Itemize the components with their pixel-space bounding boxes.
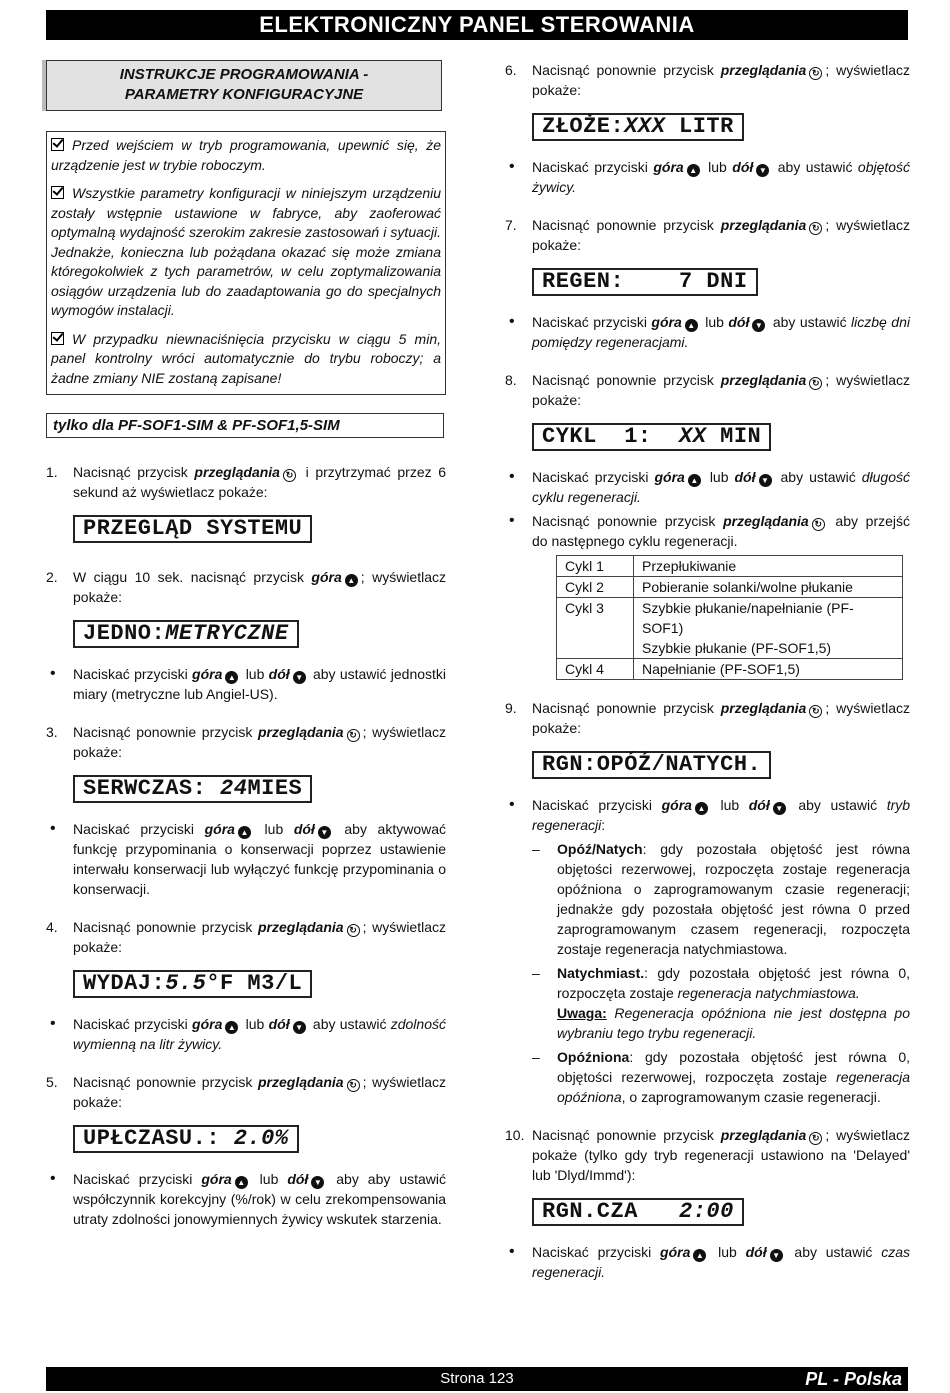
step-8 (505, 370, 910, 457)
text-span: Opóź/Natych (557, 841, 643, 857)
text-span: góra (660, 1244, 691, 1260)
text-span: 2.0% (233, 1126, 289, 1151)
page-number: Strona 123 (440, 1370, 514, 1387)
text-span: 1. (46, 464, 58, 480)
instructions-title-box (46, 60, 442, 111)
down-arrow-button-icon: ▼ (293, 1021, 306, 1034)
text-span: ; wyświetlacz pokaże: (73, 919, 447, 955)
text-span: przeglądania (257, 724, 344, 740)
step-9-bullet: • Naciskać przyciski góra ▲ lub dół ▼ aby ustawić tryb regeneracji: – Opóź/Natych: gdy pozostała objętość jest równa objętości rezerwowej, rozpoczęta zostaje regeneracja opóźniona o zaprogramowanym czasie regeneracji; jednakże gdy pozostała objętość jest równa 0 przed zaprogramowanym czasem regeneracji, rozpoczęta zostaje regeneracja natychmiastowa. – Natychmiast.: gdy pozostała objętość jest równa 0, rozpoczęta zostaje regeneracja natychmiastowa. Uwaga: Regeneracja opóźniona nie jest dostępna po wybraniu tego trybu regeneracji. – Opóźniona: gdy pozostała objętość jest równa 0, objętości rezerwowej, rozpoczęta zostaje regeneracja opóźniona, o zaprogramowanym czasie regeneracji. (505, 795, 910, 1107)
text-span: Cykl 1 (557, 556, 634, 577)
text-span: lub (720, 797, 740, 813)
text-span: liczbę dni pomiędzy regeneracjami. (532, 314, 910, 350)
text-span: Nacisnąć ponownie przycisk (532, 700, 714, 716)
text-span: dół (732, 159, 754, 175)
browse-button-icon: ↻ (347, 924, 360, 937)
text-span: Nacisnąć ponownie przycisk (73, 919, 253, 935)
down-arrow-button-icon: ▼ (773, 802, 786, 815)
up-arrow-button-icon: ▲ (688, 474, 701, 487)
step-10-bullet (505, 1242, 910, 1282)
lcd-display: RGN:OPÓŹ/NATYCH. (532, 751, 771, 779)
browse-button-icon: ↻ (809, 222, 822, 235)
text-span: 24 (220, 776, 248, 801)
text-span: SERWCZAS: (83, 776, 221, 801)
text-span: przeglądania (720, 1127, 807, 1143)
text-span: przeglądania (720, 700, 807, 716)
info-p3 (51, 330, 441, 389)
text-span: Szybkie płukanie (PF-SOF1,5) (642, 640, 832, 656)
info-p2 (51, 184, 441, 321)
text-span: ; wyświetlacz pokaże: (532, 217, 911, 253)
text-span: ; wyświetlacz pokaże: (532, 700, 911, 736)
table-row (557, 577, 903, 598)
text-span: ; wyświetlacz pokaże: (73, 724, 447, 760)
checkbox-icon (51, 186, 64, 199)
text-span: Naciskać przyciski (532, 159, 648, 175)
up-arrow-button-icon: ▲ (695, 802, 708, 815)
table-row (557, 659, 903, 680)
text-span: czas regeneracji. (532, 1244, 911, 1280)
text-span: WYDAJ: (83, 971, 166, 996)
text-span: MIN (706, 424, 762, 449)
text-span: 2. (46, 569, 58, 585)
text-span: ; wyświetlacz pokaże: (73, 569, 447, 605)
text-span: Natychmiast. (557, 965, 645, 981)
up-arrow-button-icon: ▲ (225, 671, 238, 684)
text-span: XXX (624, 114, 666, 139)
instructions-title-line1: INSTRUKCJE PROGRAMOWANIA - (119, 66, 369, 83)
step-9 (505, 698, 910, 785)
step-7 (505, 215, 910, 302)
text-span: aby ustawić (794, 1244, 873, 1260)
text-span: aby przejść do następnego cyklu regeneracji. (532, 513, 911, 549)
text-span: Przepłukiwanie (634, 556, 903, 577)
step-3-bullet (46, 819, 446, 899)
text-span: XX (679, 424, 707, 449)
text-span: Naciskać przyciski (532, 1244, 652, 1260)
step-4 (46, 917, 446, 1004)
option-delayed: – Opóźniona: gdy pozostała objętość jest równa 0, objętości rezerwowej, rozpoczęta zostaje regeneracja opóźniona, o zaprogramowanym czasie regeneracji. (532, 1049, 910, 1105)
text-span: zdolność wymienną na litr żywicy. (73, 1016, 446, 1052)
text-span: Nacisnąć ponownie przycisk (532, 372, 714, 388)
text-span: aby ustawić (312, 1016, 387, 1032)
step-7-bullet (505, 312, 910, 352)
table-row (557, 598, 903, 659)
text-span: aby ustawić (780, 469, 856, 485)
text-span: JEDNO: (83, 621, 166, 646)
text-span: przeglądania (723, 513, 809, 529)
browse-button-icon: ↻ (347, 729, 360, 742)
model-note-box: tylko dla PF-SOF1-SIM & PF-SOF1,5-SIM (46, 413, 444, 438)
text-span: 8. (505, 372, 517, 388)
text-span: Nacisnąć ponownie przycisk (532, 513, 716, 529)
checkbox-icon (51, 332, 64, 345)
step-8-bullet (505, 467, 910, 507)
step-1 (46, 462, 446, 549)
browse-button-icon: ↻ (809, 705, 822, 718)
text-span: 4. (46, 919, 58, 935)
browse-button-icon: ↻ (283, 469, 296, 482)
text-span: ; wyświetlacz pokaże: (532, 62, 911, 98)
step-8-bullet-2 (505, 511, 910, 551)
text-span: aby aby ustawić współczynnik korekcyjny (%/rok) w celu zrekompensowania utraty zdolności jonowymiennych żywicy wskutek starzenia. (73, 1171, 446, 1227)
text-span: dół (734, 469, 756, 485)
up-arrow-button-icon: ▲ (685, 319, 698, 332)
text-span: Cykl 2 (557, 577, 634, 598)
text-span: przeglądania (720, 62, 807, 78)
text-span: dół (745, 1244, 767, 1260)
text-span: Szybkie płukanie/napełnianie (PF-SOF1) (642, 600, 854, 636)
text-span: Nacisnąć przycisk (73, 464, 188, 480)
text-span: dół (728, 314, 750, 330)
text-span: Cykl 3 (557, 598, 634, 659)
up-arrow-button-icon: ▲ (235, 1176, 248, 1189)
text-span: aby ustawić jednostki miary (metryczne lub Angiel-US). (73, 666, 447, 702)
up-arrow-button-icon: ▲ (687, 164, 700, 177)
text-span: przeglądania (720, 217, 807, 233)
down-arrow-button-icon: ▼ (770, 1249, 783, 1262)
text-span: Pobieranie solanki/wolne płukanie (634, 577, 903, 598)
text-span: dół (287, 1171, 309, 1187)
text-span: Nacisnąć ponownie przycisk (532, 1127, 714, 1143)
text-span: Uwaga: (557, 1005, 607, 1021)
page-footer (46, 1367, 908, 1391)
text-span: METRYCZNE (165, 621, 289, 646)
text-span: : gdy pozostała objętość jest równa 0, rozpoczęta zostaje (557, 965, 910, 1001)
lcd-display: PRZEGLĄD SYSTEMU (73, 515, 312, 543)
option-delayed-immediate: – Opóź/Natych: gdy pozostała objętość jest równa objętości rezerwowej, rozpoczęta zostaje regeneracja opóźniona o zaprogramowanym czasie regeneracji; jednakże gdy pozostała objętość jest równa 0 przed zaprogramowanym czasem regeneracji, rozpoczęta zostaje regeneracja natychmiastowa. (532, 841, 910, 957)
text-span: 6. (505, 62, 517, 78)
down-arrow-button-icon: ▼ (293, 671, 306, 684)
step-6 (505, 60, 910, 147)
browse-button-icon: ↻ (812, 518, 825, 531)
text-span: góra (192, 1016, 223, 1032)
cycle-table (556, 555, 903, 680)
info-box (46, 131, 446, 395)
table-row (557, 556, 903, 577)
text-span: LITR (665, 114, 734, 139)
instructions-title-line2: PARAMETRY KONFIGURACYJNE (124, 86, 364, 103)
left-column (46, 60, 446, 1229)
text-span: góra (654, 469, 685, 485)
text-span: lub (718, 1244, 737, 1260)
checkbox-icon (51, 138, 64, 151)
text-span: długość cyklu regeneracji. (532, 469, 911, 505)
text-span: 5. (46, 1074, 58, 1090)
text-span: góra (651, 314, 682, 330)
text-span: Nacisnąć ponownie przycisk (532, 217, 714, 233)
text-span: Naciskać przyciski (532, 469, 649, 485)
text-span: W ciągu 10 sek. nacisnąć przycisk (73, 569, 304, 585)
text-span: góra (661, 797, 692, 813)
text-span: góra (653, 159, 684, 175)
text-span: 2:00 (679, 1199, 734, 1224)
step-2 (46, 567, 446, 654)
text-span: Naciskać przyciski (73, 1171, 193, 1187)
text-span: lub (708, 159, 727, 175)
down-arrow-button-icon: ▼ (311, 1176, 324, 1189)
text-span: 3. (46, 724, 58, 740)
up-arrow-button-icon: ▲ (345, 574, 358, 587)
text-span: ZŁOŻE: (542, 114, 625, 139)
step-6-bullet (505, 157, 910, 197)
option-immediate: – Natychmiast.: gdy pozostała objętość jest równa 0, rozpoczęta zostaje regeneracja natychmiastowa. Uwaga: Regeneracja opóźniona nie jest dostępna po wybraniu tego trybu regeneracji. (532, 965, 910, 1041)
text-span: regeneracja natychmiastowa. (677, 985, 860, 1001)
text-span: aby ustawić (777, 159, 853, 175)
text-span: lub (245, 1016, 265, 1032)
text-span: lub (259, 1171, 279, 1187)
down-arrow-button-icon: ▼ (318, 826, 331, 839)
text-span: Regeneracja opóźniona nie jest dostępna po wybraniu tego trybu regeneracji. (557, 1005, 910, 1041)
step-3 (46, 722, 446, 809)
text-span: lub (709, 469, 729, 485)
text-span: dół (268, 1016, 290, 1032)
text-span: 5.5 (165, 971, 207, 996)
text-span: Opóźniona (557, 1049, 630, 1065)
text-span: Napełnianie (PF-SOF1,5) (634, 659, 903, 680)
lcd-display (73, 620, 299, 648)
text-span: Naciskać przyciski (532, 797, 653, 813)
page-header: ELEKTRONICZNY PANEL STEROWANIA (46, 10, 908, 40)
text-span: aby ustawić (798, 797, 878, 813)
text-span: 7. (505, 217, 517, 233)
text-span: góra (201, 1171, 232, 1187)
text-span: Nacisnąć ponownie przycisk (73, 1074, 253, 1090)
lcd-display (532, 1198, 744, 1226)
text-span: góra (192, 666, 223, 682)
step-2-bullet (46, 664, 446, 704)
text-span: Wszystkie parametry konfiguracji w niniejszym urządzeniu zostały wstępnie ustawione w fabryce, aby zaoferować optymalną wydajność szerokim zakresie zastosowań i sytuacji. Jednakże, konieczna lub pożądana okazać się może zmiana któregokolwiek z tych parametrów, w celu zoptymalizowania osiągów urządzenia lub do zaadaptowania go do specjalnych wymogów instalacji. (51, 185, 441, 318)
text-span: 9. (505, 700, 517, 716)
info-p1 (51, 136, 441, 175)
down-arrow-button-icon: ▼ (752, 319, 765, 332)
text-span: lub (245, 666, 265, 682)
text-span: Naciskać przyciski (73, 821, 195, 837)
text-span: Nacisnąć ponownie przycisk (532, 62, 714, 78)
down-arrow-button-icon: ▼ (759, 474, 772, 487)
text-span: objętość żywicy. (532, 159, 911, 195)
text-span: ; wyświetlacz pokaże (tylko gdy tryb regeneracji ustawiono na 'Delayed' lub 'Dlyd/Immd'): (532, 1127, 911, 1183)
text-span: lub (264, 821, 284, 837)
text-span: aby aktywować funkcję przypominania o konserwacji poprzez ustawienie interwału konserwacji lub wyłączyć funkcję przypominania o konserwacji. (73, 821, 447, 897)
up-arrow-button-icon: ▲ (225, 1021, 238, 1034)
lcd-display (532, 423, 771, 451)
text-span: ; wyświetlacz pokaże: (532, 372, 911, 408)
text-span: °F M3/L (206, 971, 303, 996)
text-span: dół (748, 797, 770, 813)
browse-button-icon: ↻ (809, 67, 822, 80)
text-span: Naciskać przyciski (73, 1016, 188, 1032)
text-span: dół (268, 666, 290, 682)
text-span: lub (705, 314, 724, 330)
text-span: Przed wejściem w tryb programowania, upewnić się, że urządzenie jest w trybie roboczym. (51, 137, 441, 173)
text-span: ; wyświetlacz pokaże: (73, 1074, 447, 1110)
text-span: : gdy pozostała objętość jest równa objętości rezerwowej, rozpoczęta zostaje regeneracja opóźniona o zaprogramowanym czasie regeneracji; jednakże gdy pozostała objętość jest równa 0 przed zaprogramowanym czasem regeneracji, rozpoczęta zostaje regeneracja natychmiastowa. (557, 841, 910, 957)
text-span: regeneracja opóźniona (557, 1069, 910, 1105)
up-arrow-button-icon: ▲ (693, 1249, 706, 1262)
text-span: , o zaprogramowanym czasie regeneracji. (621, 1089, 881, 1105)
down-arrow-button-icon: ▼ (756, 164, 769, 177)
step-4-bullet (46, 1014, 446, 1054)
text-span: góra (311, 569, 342, 585)
text-span: przeglądania (194, 464, 280, 480)
lcd-display (73, 1125, 299, 1153)
lcd-display (532, 113, 744, 141)
text-span: W przypadku niewnaciśnięcia przycisku w ciągu 5 min, panel kontrolny wróci automatycznie do trybu roboczy; a żadne zmiany NIE zostaną zapisane! (51, 330, 441, 386)
text-span: Naciskać przyciski (73, 666, 188, 682)
lcd-display: REGEN: 7 DNI (532, 268, 758, 296)
step-10 (505, 1125, 910, 1232)
text-span: przeglądania (720, 372, 807, 388)
language-label: PL - Polska (805, 1369, 902, 1389)
text-span: UPŁCZASU.: (83, 1126, 234, 1151)
text-span: 10. (505, 1127, 525, 1143)
up-arrow-button-icon: ▲ (238, 826, 251, 839)
text-span: aby ustawić (772, 314, 847, 330)
browse-button-icon: ↻ (809, 377, 822, 390)
lcd-display (73, 775, 312, 803)
text-span: i przytrzymać przez 6 sekund aż wyświetlacz pokaże: (73, 464, 447, 500)
step-5-bullet (46, 1169, 446, 1229)
text-span: przeglądania (257, 1074, 344, 1090)
text-span: przeglądania (257, 919, 344, 935)
text-span: Nacisnąć ponownie przycisk (73, 724, 253, 740)
text-span: tryb regeneracji (532, 797, 911, 833)
text-span: dół (293, 821, 315, 837)
browse-button-icon: ↻ (347, 1079, 360, 1092)
text-span: Naciskać przyciski (532, 314, 647, 330)
text-span: : gdy pozostała objętość jest równa 0, objętości rezerwowej, rozpoczęta zostaje (557, 1049, 910, 1085)
lcd-display (73, 970, 312, 998)
text-span: góra (204, 821, 235, 837)
text-span: RGN.CZA (542, 1199, 680, 1224)
right-column (505, 60, 910, 1282)
browse-button-icon: ↻ (809, 1132, 822, 1145)
text-span: Cykl 4 (557, 659, 634, 680)
step-5 (46, 1072, 446, 1159)
text-span: MIES (247, 776, 303, 801)
text-span: CYKL 1: (542, 424, 680, 449)
